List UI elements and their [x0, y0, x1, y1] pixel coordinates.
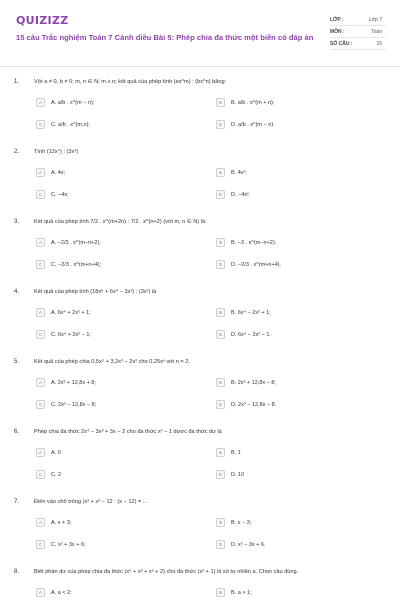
option-letter-box: A: [36, 448, 45, 457]
question-number: 4.: [14, 289, 20, 295]
option-letter-box: D: [216, 400, 225, 409]
option-c[interactable]: [36, 189, 69, 200]
option-text: B. 1: [231, 449, 241, 456]
question-number: 7.: [14, 499, 20, 505]
option-letter-box: B: [216, 168, 225, 177]
option-letter-box: B: [216, 588, 225, 597]
option-letter-box: D: [216, 330, 225, 339]
option-text: C. 2x³ − 12,8x − 8;: [51, 401, 97, 408]
option-a[interactable]: [36, 167, 65, 178]
option-letter-box: C: [36, 470, 45, 479]
option-letter-box: A: [36, 518, 45, 527]
option-text: D. −2/3 . x^(m+n+4).: [231, 261, 282, 268]
option-letter-box: C: [36, 190, 45, 199]
question-text: Kết quả của phép tính 7/2 . x^(m+2n) : 7/2 . x^(n+2) (với m, n ∈ N) là:: [34, 219, 207, 225]
option-letter-box: C: [36, 260, 45, 269]
question-number: 2.: [14, 149, 20, 155]
option-c[interactable]: [36, 119, 90, 130]
option-c[interactable]: [36, 259, 101, 270]
worksheet-title: 15 câu Trắc nghiệm Toán 7 Cánh diều Bài 5: Phép chia đa thức một biến có đáp án: [16, 33, 314, 42]
option-a[interactable]: [36, 307, 91, 318]
option-letter-box: B: [216, 448, 225, 457]
option-text: B. 6x⁴ − 2x² + 1;: [231, 309, 271, 316]
meta-table: [330, 14, 386, 50]
option-text: A. a < 2;: [51, 589, 72, 596]
question-number: 8.: [14, 569, 20, 575]
option-text: C. a/b . x^(m.n);: [51, 121, 90, 128]
option-letter-box: B: [216, 98, 225, 107]
option-b[interactable]: [216, 447, 241, 458]
option-text: A. 6x⁴ + 2x² + 1;: [51, 309, 91, 316]
option-letter-box: D: [216, 190, 225, 199]
option-letter-box: D: [216, 540, 225, 549]
option-text: C. −4x;: [51, 191, 69, 198]
option-letter-box: D: [216, 260, 225, 269]
option-b[interactable]: [216, 587, 252, 598]
option-d[interactable]: [216, 329, 271, 340]
option-a[interactable]: [36, 447, 61, 458]
meta-row-grade: [330, 14, 386, 26]
meta-key: MÔN :: [330, 28, 345, 35]
option-text: B. x − 3;: [231, 519, 252, 526]
option-d[interactable]: [216, 399, 276, 410]
option-text: D. a/b . x^(m − n).: [231, 121, 275, 128]
option-c[interactable]: [36, 539, 86, 550]
option-c[interactable]: [36, 469, 61, 480]
meta-key: LỚP :: [330, 16, 344, 23]
option-text: B. a > 1;: [231, 589, 252, 596]
option-text: D. 6x⁴ − 2x² − 1.: [231, 331, 271, 338]
option-b[interactable]: [216, 377, 276, 388]
option-text: C. 6x⁴ + 2x² − 1;: [51, 331, 91, 338]
meta-key: SỐ CÂU :: [330, 40, 353, 47]
option-d[interactable]: [216, 259, 281, 270]
option-letter-box: B: [216, 378, 225, 387]
option-d[interactable]: [216, 539, 266, 550]
option-letter-box: C: [36, 540, 45, 549]
option-text: D. x² − 3x + 6.: [231, 541, 266, 548]
meta-value: Lớp 7: [368, 16, 382, 23]
option-d[interactable]: [216, 119, 275, 130]
option-text: A. 2x³ + 12,8x + 8;: [51, 379, 96, 386]
question-number: 6.: [14, 429, 20, 435]
option-a[interactable]: [36, 587, 72, 598]
option-letter-box: B: [216, 308, 225, 317]
option-text: D. 10: [231, 471, 245, 478]
option-text: A. −2/3 . x^(m−n+2);: [51, 239, 101, 246]
option-b[interactable]: [216, 237, 276, 248]
option-b[interactable]: [216, 167, 247, 178]
option-d[interactable]: [216, 469, 244, 480]
option-c[interactable]: [36, 329, 91, 340]
question-text: Kết quả của phép tính (18x⁶ + 6x⁴ − 3x²) : (3x²) là: [34, 289, 157, 295]
option-letter-box: C: [36, 120, 45, 129]
option-text: A. x + 3;: [51, 519, 72, 526]
worksheet-header: [16, 14, 386, 62]
option-b[interactable]: [216, 517, 251, 528]
option-letter-box: C: [36, 400, 45, 409]
question-text: Phép chia đa thức 2x⁴ − 3x³ + 3x − 2 cho đa thức x² − 1 được đa thức dư là: [34, 429, 222, 435]
option-text: A. 4x;: [51, 169, 66, 176]
option-text: B. a/b . x^(m + n);: [231, 99, 275, 106]
option-letter-box: A: [36, 238, 45, 247]
option-a[interactable]: [36, 237, 101, 248]
option-a[interactable]: [36, 97, 94, 108]
option-text: D. 2x³ − 12,8x − 8.: [231, 401, 277, 408]
option-a[interactable]: [36, 517, 71, 528]
option-text: A. a/b . x^(m − n);: [51, 99, 95, 106]
option-text: D. −4x².: [231, 191, 251, 198]
option-letter-box: A: [36, 378, 45, 387]
question-text: Với a ≠ 0, b ≠ 0; m, n ∈ N; m ≥ n; kết quả của phép tính (ax^m) : (bx^n) bằng:: [34, 79, 227, 85]
question-text: Biết phần dư của phép chia đa thức (x⁵ + x³ + x² + 2) cho đa thức (x³ + 1) là số tự nhiên a. Chọn câu đúng.: [34, 569, 299, 575]
question-text: Kết quả của phép chia 0,5x⁵ + 3,2x³ − 2x² cho 0,25xⁿ với n = 2.: [34, 359, 190, 365]
question-number: 3.: [14, 219, 20, 225]
option-letter-box: A: [36, 168, 45, 177]
option-text: B. 4x²;: [231, 169, 247, 176]
option-text: C. −2/3 . x^(m+n+4);: [51, 261, 102, 268]
option-b[interactable]: [216, 97, 274, 108]
question-number: 5.: [14, 359, 20, 365]
option-d[interactable]: [216, 189, 250, 200]
meta-row-subject: [330, 26, 386, 38]
option-letter-box: A: [36, 308, 45, 317]
option-letter-box: B: [216, 518, 225, 527]
meta-value: Toán: [371, 28, 382, 35]
option-letter-box: D: [216, 470, 225, 479]
option-letter-box: D: [216, 120, 225, 129]
option-c[interactable]: [36, 399, 96, 410]
question-number: 1.: [14, 79, 20, 85]
quizizz-logo: QUIZIZZ: [16, 14, 69, 27]
option-text: B. 2x³ + 12,8x − 8;: [231, 379, 276, 386]
option-letter-box: A: [36, 588, 45, 597]
option-letter-box: C: [36, 330, 45, 339]
question-text: Điền vào chỗ trống (x³ + x² − 12 : (x − 12) = ...: [34, 499, 148, 505]
option-a[interactable]: [36, 377, 96, 388]
option-b[interactable]: [216, 307, 271, 318]
option-letter-box: A: [36, 98, 45, 107]
option-text: A. 0: [51, 449, 61, 456]
meta-value: 15: [376, 40, 382, 47]
option-letter-box: B: [216, 238, 225, 247]
question-text: Tính (12x⁴) : (3x²): [34, 149, 79, 155]
meta-row-count: [330, 38, 386, 50]
header-divider: [0, 66, 400, 67]
option-text: B. −3 . x^(m−n+2);: [231, 239, 277, 246]
option-text: C. 2: [51, 471, 62, 478]
option-text: C. x² + 3x + 6;: [51, 541, 86, 548]
